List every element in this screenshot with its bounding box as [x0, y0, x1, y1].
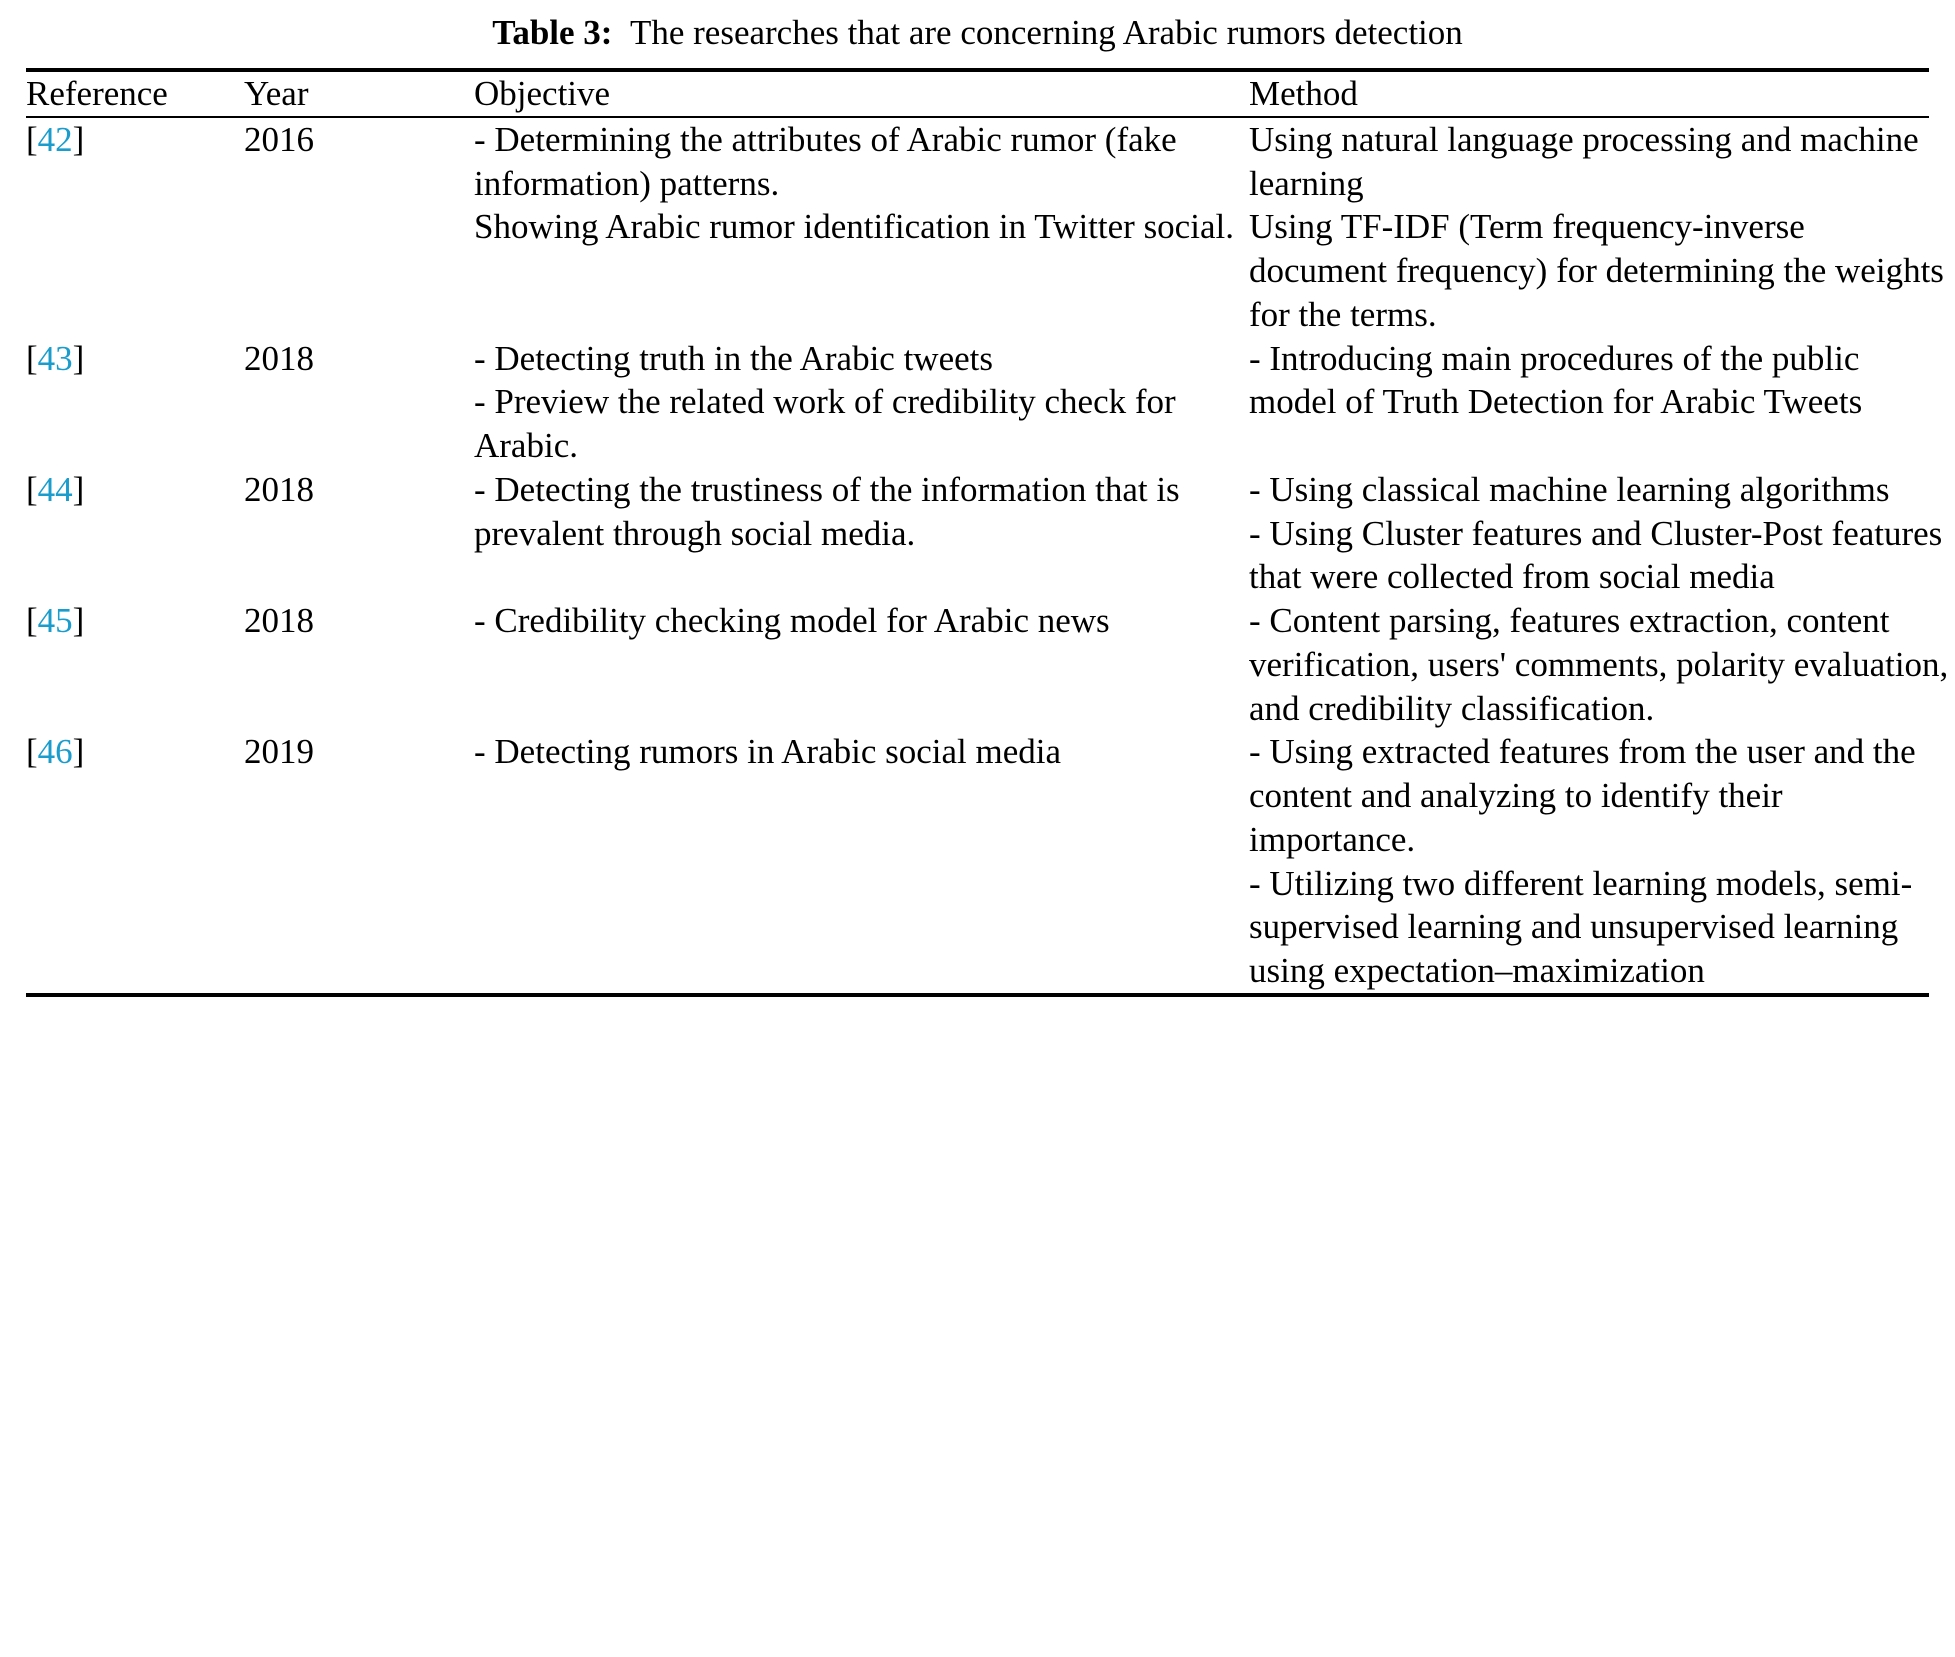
cell-method: - Content parsing, features extraction, content verification, users' comments, polarity evaluation, and credibility classification. [1249, 601, 1949, 728]
cell-objective: - Detecting rumors in Arabic social media [474, 732, 1062, 772]
cell-reference: [46] [26, 732, 85, 772]
cell-objective: - Credibility checking model for Arabic news [474, 601, 1110, 640]
column-header-objective: Objective [474, 74, 611, 113]
table-caption-label: Table 3: [492, 13, 613, 52]
cell-reference: [44] [26, 469, 85, 509]
cell-year: 2016 [244, 119, 314, 159]
column-header-method: Method [1249, 74, 1358, 113]
cell-reference: [43] [26, 338, 85, 378]
cell-method: - Using classical machine learning algorithms - Using Cluster features and Cluster-Post features that were collected from social media [1249, 469, 1943, 597]
table-caption-text: The researches that are concerning Arabic rumors detection [629, 13, 1463, 52]
cell-year: 2018 [244, 469, 314, 509]
research-table [26, 72, 1949, 116]
cell-objective: - Detecting the trustiness of the information that is prevalent through social media. [474, 469, 1180, 553]
table-header [26, 72, 1949, 116]
reference-link[interactable]: 45 [37, 601, 73, 640]
table-header-row [26, 72, 1949, 116]
table-row [26, 599, 1949, 730]
reference-link[interactable]: 46 [37, 732, 73, 772]
cell-year: 2018 [244, 601, 314, 640]
table-row [26, 730, 1949, 993]
cell-method: - Introducing main procedures of the public model of Truth Detection for Arabic Tweets [1249, 338, 1863, 422]
table-body [26, 118, 1949, 993]
cell-year: 2018 [244, 338, 314, 378]
reference-link[interactable]: 43 [37, 338, 73, 378]
reference-link[interactable]: 44 [37, 469, 73, 509]
cell-objective: - Determining the attributes of Arabic rumor (fake information) patterns. Showing Arabic rumor identification in Twitter social. [474, 119, 1234, 247]
table-row [26, 118, 1949, 337]
column-header-reference: Reference [26, 74, 168, 113]
table-row [26, 337, 1949, 468]
cell-objective: - Detecting truth in the Arabic tweets - Preview the related work of credibility check for Arabic. [474, 338, 1176, 465]
cell-year: 2019 [244, 732, 314, 772]
reference-link[interactable]: 42 [37, 119, 73, 159]
cell-reference: [45] [26, 601, 85, 640]
table-row [26, 468, 1949, 599]
cell-reference: [42] [26, 119, 85, 159]
cell-method: Using natural language processing and machine learning Using TF-IDF (Term frequency-inverse document frequency) for determining the weights for the terms. [1249, 119, 1944, 334]
table-caption [26, 8, 1929, 68]
cell-method: - Using extracted features from the user and the content and analyzing to identify their importance. - Utilizing two different learning models, semi-supervised learning and unsupervised learning using expectation–maximization [1249, 732, 1916, 990]
research-table-body [26, 118, 1949, 993]
column-header-year: Year [244, 74, 309, 113]
table-bottom-rule [26, 993, 1929, 997]
